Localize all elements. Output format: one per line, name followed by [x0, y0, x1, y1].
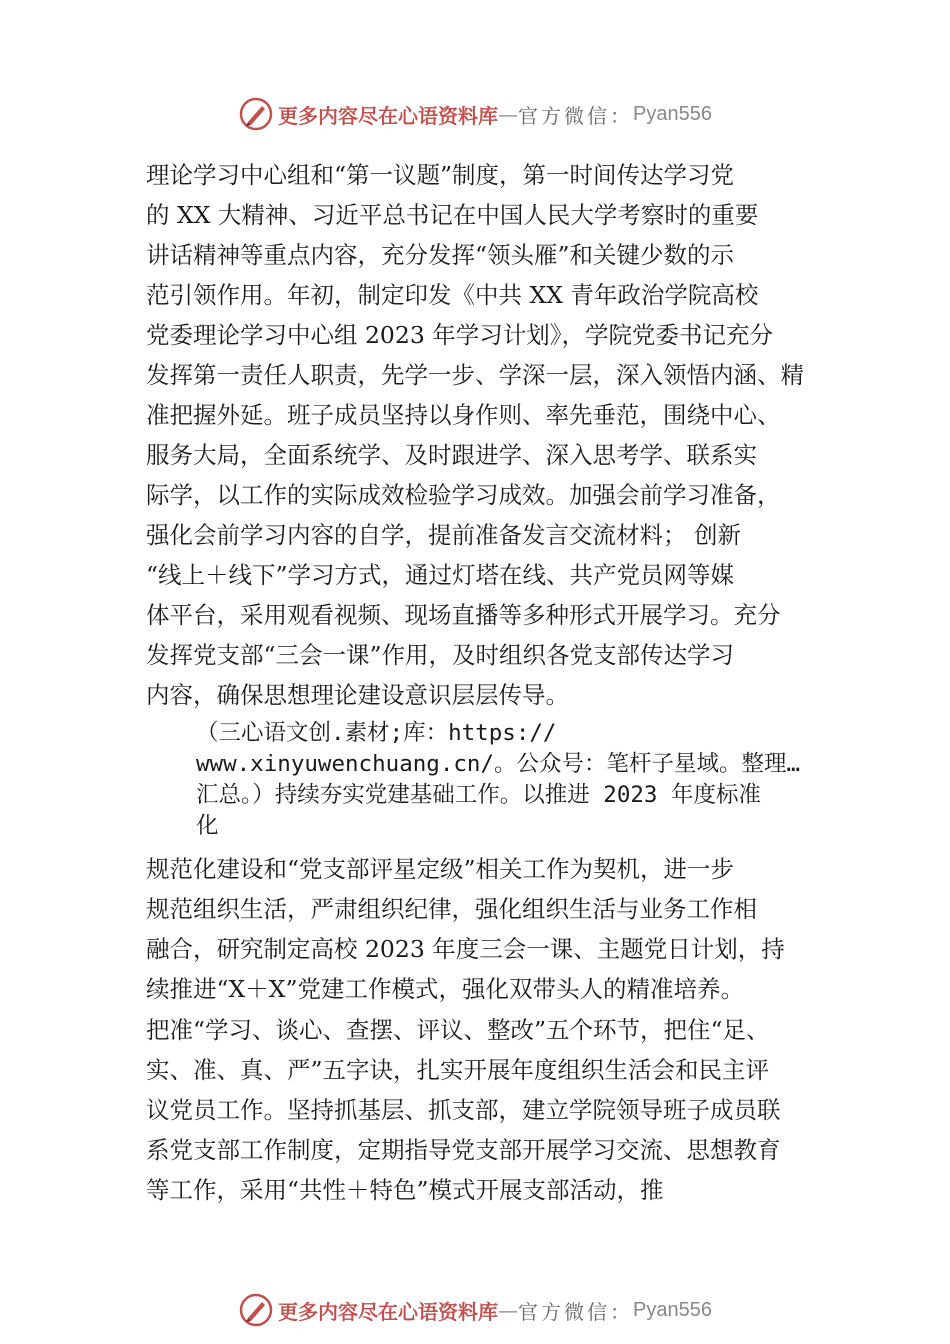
- watermark-wechat-label: 官方微信：: [518, 103, 634, 128]
- text-line: 规范化建设和“党支部评星定级”相关工作为契机，进一步: [146, 855, 735, 883]
- watermark-separator: —: [498, 102, 519, 126]
- note-line: 化: [196, 813, 219, 839]
- footer-watermark: [0, 1290, 950, 1330]
- pen-logo-icon: [238, 96, 274, 132]
- text-line: 理论学习中心组和“第一议题”制度，第一时间传达学习党: [146, 161, 735, 189]
- text-line: 体平台，采用观看视频、现场直播等多种形式开展学习。充分: [146, 601, 781, 629]
- watermark-wechat-id: Pyan556: [633, 102, 712, 125]
- watermark-wechat-label: 官方微信：: [518, 1299, 634, 1324]
- body-paragraph-3: [146, 849, 826, 1009]
- source-note: [196, 718, 846, 842]
- text-line: 发挥党支部“三会一课”作用，及时组织各党支部传达学习: [146, 641, 735, 669]
- watermark-separator: —: [498, 1298, 519, 1322]
- text-line: 把准“学习、谈心、查摆、评议、整改”五个环节，把住“足、: [146, 1016, 770, 1044]
- text-line: 系党支部工作制度，定期指导党支部开展学习交流、思想教育: [146, 1136, 781, 1164]
- watermark-brand: 更多内容尽在心语资料库: [278, 1299, 499, 1324]
- text-line: 续推进“X＋X”党建工作模式，强化双带头人的精准培养。: [146, 975, 744, 1003]
- text-line: “线上＋线下”学习方式，通过灯塔在线、共产党员网等媒: [146, 561, 735, 589]
- body-paragraph-1: [146, 155, 826, 715]
- header-watermark: [0, 94, 950, 134]
- text-line: 讲话精神等重点内容，充分发挥“领头雁”和关键少数的示: [146, 241, 735, 269]
- text-line: 融合，研究制定高校 2023 年度三会一课、主题党日计划，持: [146, 935, 785, 963]
- text-line: 发挥第一责任人职责，先学一步、学深一层，深入领悟内涵、精: [146, 361, 804, 389]
- text-line: 议党员工作。坚持抓基层、抓支部，建立学院领导班子成员联: [146, 1096, 781, 1124]
- body-paragraph-4: [146, 1010, 826, 1210]
- text-line: 的 XX 大精神、习近平总书记在中国人民大学考察时的重要: [146, 201, 759, 229]
- note-line: （三心语文创.素材;库：https://: [196, 720, 557, 746]
- note-line: 汇总。）持续夯实党建基础工作。以推进 2023 年度标准: [196, 782, 762, 808]
- watermark-brand: 更多内容尽在心语资料库: [278, 103, 499, 128]
- text-line: 等工作，采用“共性＋特色”模式开展支部活动，推: [146, 1176, 664, 1204]
- text-line: 规范组织生活，严肃组织纪律，强化组织生活与业务工作相: [146, 895, 757, 923]
- text-line: 实、准、真、严”五字诀，扎实开展年度组织生活会和民主评: [146, 1056, 770, 1084]
- note-line: www.xinyuwenchuang.cn/。公众号：笔杆子星域。整理…: [196, 751, 801, 777]
- text-line: 内容，确保思想理论建设意识层层传导。: [146, 681, 569, 709]
- text-line: 准把握外延。班子成员坚持以身作则、率先垂范，围绕中心、: [146, 401, 781, 429]
- text-line: 范引领作用。年初，制定印发《中共 XX 青年政治学院高校: [146, 281, 759, 309]
- text-line: 际学，以工作的实际成效检验学习成效。加强会前学习准备，: [146, 481, 781, 509]
- watermark-wechat-id: Pyan556: [633, 1298, 712, 1321]
- text-line: 服务大局，全面系统学、及时跟进学、深入思考学、联系实: [146, 441, 757, 469]
- text-line: 强化会前学习内容的自学，提前准备发言交流材料； 创新: [146, 521, 741, 549]
- text-line: 党委理论学习中心组 2023 年学习计划》，学院党委书记充分: [146, 321, 773, 349]
- pen-logo-icon: [238, 1292, 274, 1328]
